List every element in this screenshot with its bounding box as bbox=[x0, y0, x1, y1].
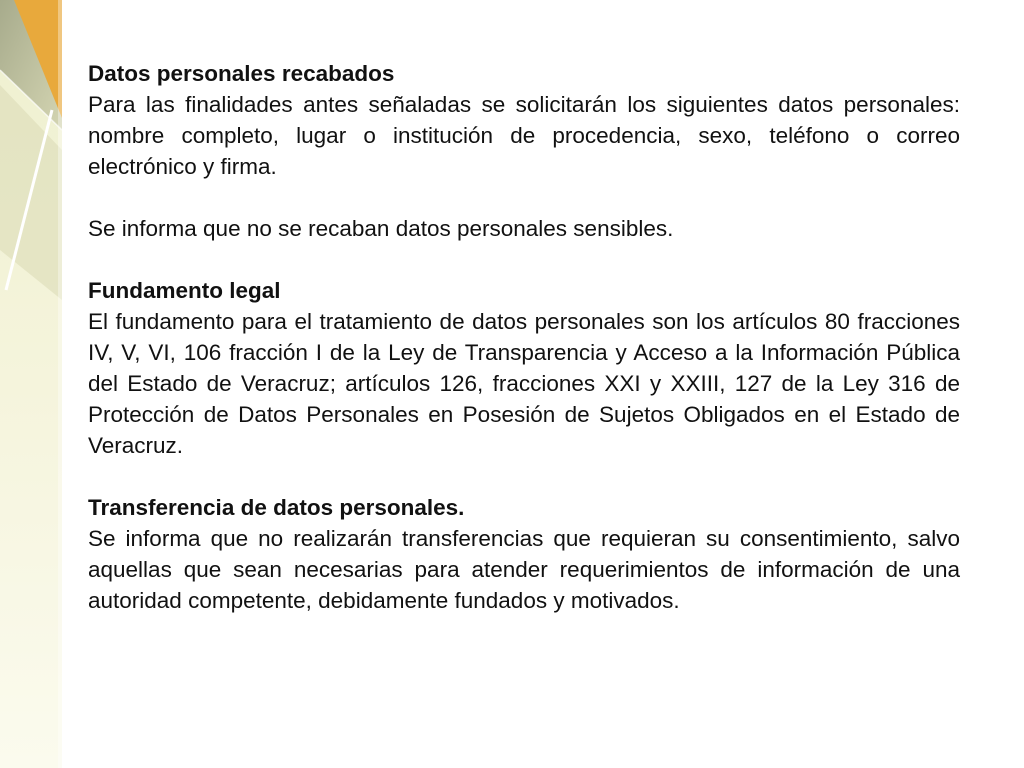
section-datos-personales bbox=[88, 58, 960, 182]
section-datos-sensibles bbox=[88, 213, 960, 244]
section-transferencia bbox=[88, 492, 960, 616]
paragraph-datos-personales: Para las finalidades antes señaladas se solicitarán los siguientes datos personales: nombre completo, lugar o institución de procedencia, sexo, teléfono o correo electrónico y firma. bbox=[88, 92, 960, 179]
side-decoration bbox=[0, 0, 62, 768]
section-fundamento-legal bbox=[88, 275, 960, 461]
paragraph-transferencia: Se informa que no realizarán transferencias que requieran su consentimiento, salvo aquellas que sean necesarias para atender requerimientos de información de una autoridad competente, debidamente fundados y motivados. bbox=[88, 526, 960, 613]
heading-transferencia: Transferencia de datos personales. bbox=[88, 495, 465, 520]
heading-datos-personales: Datos personales recabados bbox=[88, 61, 395, 86]
document-body bbox=[88, 58, 960, 647]
heading-fundamento-legal: Fundamento legal bbox=[88, 278, 281, 303]
paragraph-fundamento-legal: El fundamento para el tratamiento de datos personales son los artículos 80 fracciones IV, V, VI, 106 fracción I de la Ley de Transparencia y Acceso a la Información Pública del Estado de Veracruz; artículos 126, fracciones XXI y XXIII, 127 de la Ley 316 de Protección de Datos Personales en Posesión de Sujetos Obligados en el Estado de Veracruz. bbox=[88, 309, 960, 458]
paragraph-datos-sensibles: Se informa que no se recaban datos personales sensibles. bbox=[88, 216, 674, 241]
